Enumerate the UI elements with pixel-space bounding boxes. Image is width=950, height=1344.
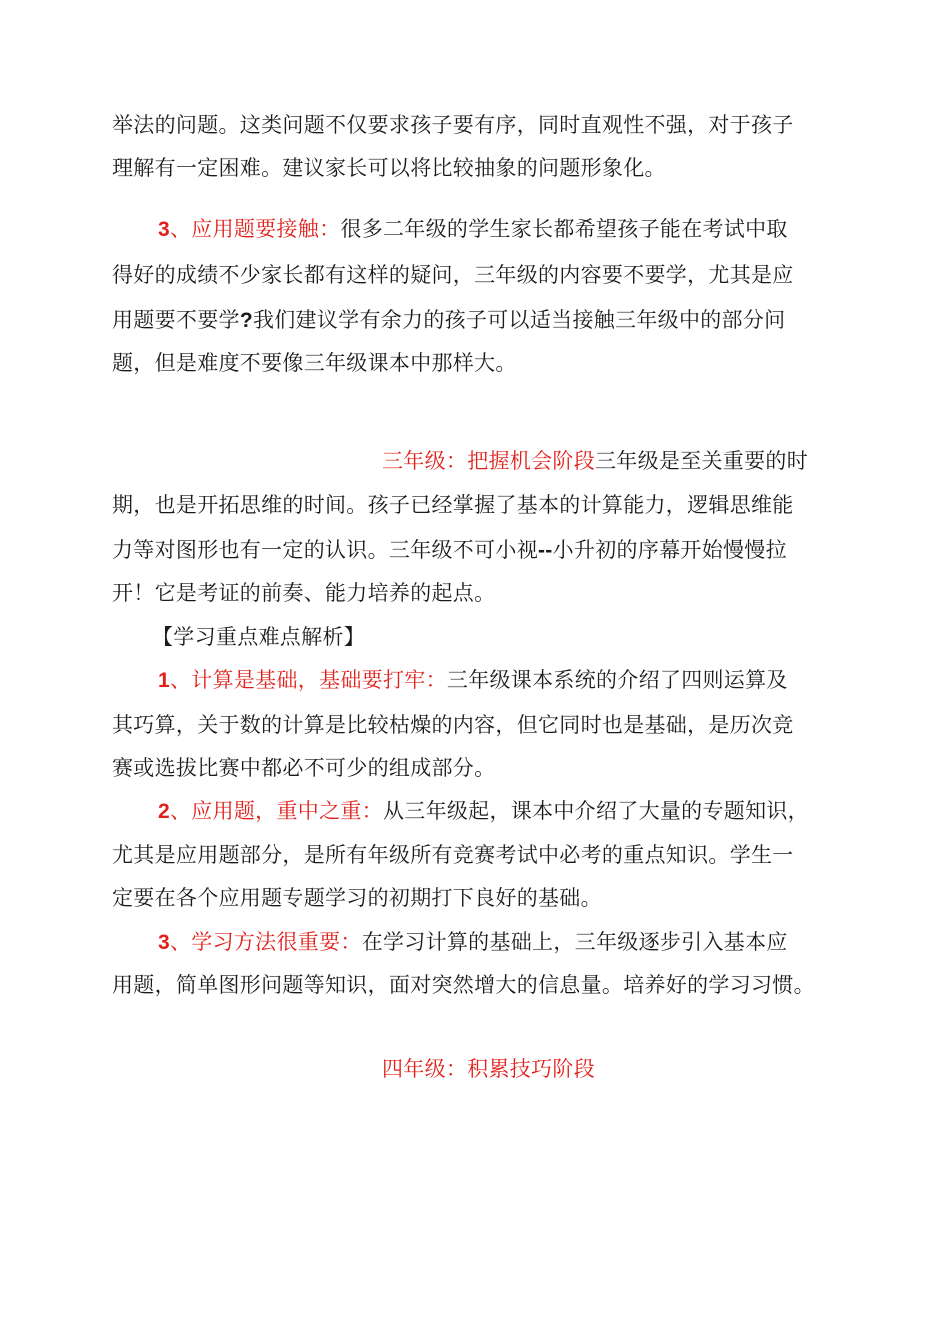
paragraph-line — [158, 796, 809, 827]
paragraph-line — [158, 665, 788, 696]
paragraph-line — [158, 214, 788, 245]
paragraph-line — [112, 305, 785, 336]
body-text: 用题，简单图形问题等知识，面对突然增大的信息量。培养好的学习习惯。 — [112, 973, 815, 997]
paragraph-line — [112, 840, 794, 870]
section-heading-line — [382, 446, 808, 476]
item-number: 3 — [158, 931, 170, 954]
body-text: 得好的成绩不少家长都有这样的疑问，三年级的内容要不要学，尤其是应 — [112, 263, 794, 287]
body-text: 赛或选拔比赛中都必不可少的组成部分。 — [112, 756, 496, 780]
body-text: 三年级是至关重要的时 — [595, 449, 808, 473]
body-text: 从三年级起，课本中介绍了大量的专题知识， — [382, 799, 809, 823]
body-text: 力等对图形也有一定的认识。三年级不可小视 — [112, 538, 538, 562]
body-text: 我们建议学有余力的孩子可以适当接触三年级中的部分问 — [252, 308, 786, 332]
item-heading: 、应用题要接触： — [169, 217, 341, 241]
subheading: 【学习重点难点解析】 — [152, 625, 365, 649]
item-heading: 、计算是基础，基础要打牢： — [169, 668, 447, 692]
body-text: 题，但是难度不要像三年级课本中那样大。 — [112, 351, 517, 375]
item-heading: 、学习方法很重要： — [169, 930, 362, 954]
paragraph-line — [112, 348, 517, 378]
paragraph-line — [158, 927, 788, 958]
body-text: 三年级课本系统的介绍了四则运算及 — [446, 668, 788, 692]
item-number: 2 — [158, 800, 170, 823]
paragraph-line — [112, 970, 815, 1000]
dash: -- — [538, 539, 553, 562]
item-heading: 、应用题，重中之重： — [169, 799, 383, 823]
item-number: 3 — [158, 218, 170, 241]
section-heading-line — [382, 1054, 595, 1084]
body-text: 理解有一定困难。建议家长可以将比较抽象的问题形象化。 — [112, 156, 666, 180]
body-text: 举法的问题。这类问题不仅要求孩子要有序，同时直观性不强，对于孩子 — [112, 113, 794, 137]
body-text: 很多二年级的学生家长都希望孩子能在考试中取 — [340, 217, 788, 241]
subheading-line — [152, 622, 365, 652]
paragraph-line — [112, 883, 602, 913]
item-number: 1 — [158, 669, 170, 692]
section-heading: 三年级：把握机会阶段 — [382, 449, 595, 473]
paragraph-line — [112, 535, 787, 566]
paragraph-line — [112, 153, 666, 183]
body-text: 尤其是应用题部分，是所有年级所有竞赛考试中必考的重点知识。学生一 — [112, 843, 794, 867]
paragraph-line — [112, 710, 794, 740]
question-mark: ? — [239, 309, 253, 332]
body-text: 小升初的序幕开始慢慢拉 — [552, 538, 787, 562]
paragraph-line — [112, 753, 495, 783]
body-text: 用题要不要学 — [112, 308, 240, 332]
body-text: 其巧算，关于数的计算是比较枯燥的内容，但它同时也是基础，是历次竞 — [112, 713, 794, 737]
paragraph-line — [112, 260, 794, 290]
body-text: 定要在各个应用题专题学习的初期打下良好的基础。 — [112, 886, 602, 910]
section-heading: 四年级：积累技巧阶段 — [382, 1057, 595, 1081]
paragraph-line — [112, 578, 495, 608]
paragraph-line — [112, 110, 794, 140]
body-text: 开！它是考证的前奏、能力培养的起点。 — [112, 581, 496, 605]
body-text: 在学习计算的基础上，三年级逐步引入基本应 — [361, 930, 788, 954]
body-text: 期，也是开拓思维的时间。孩子已经掌握了基本的计算能力，逻辑思维能 — [112, 493, 794, 517]
paragraph-line — [112, 490, 794, 520]
